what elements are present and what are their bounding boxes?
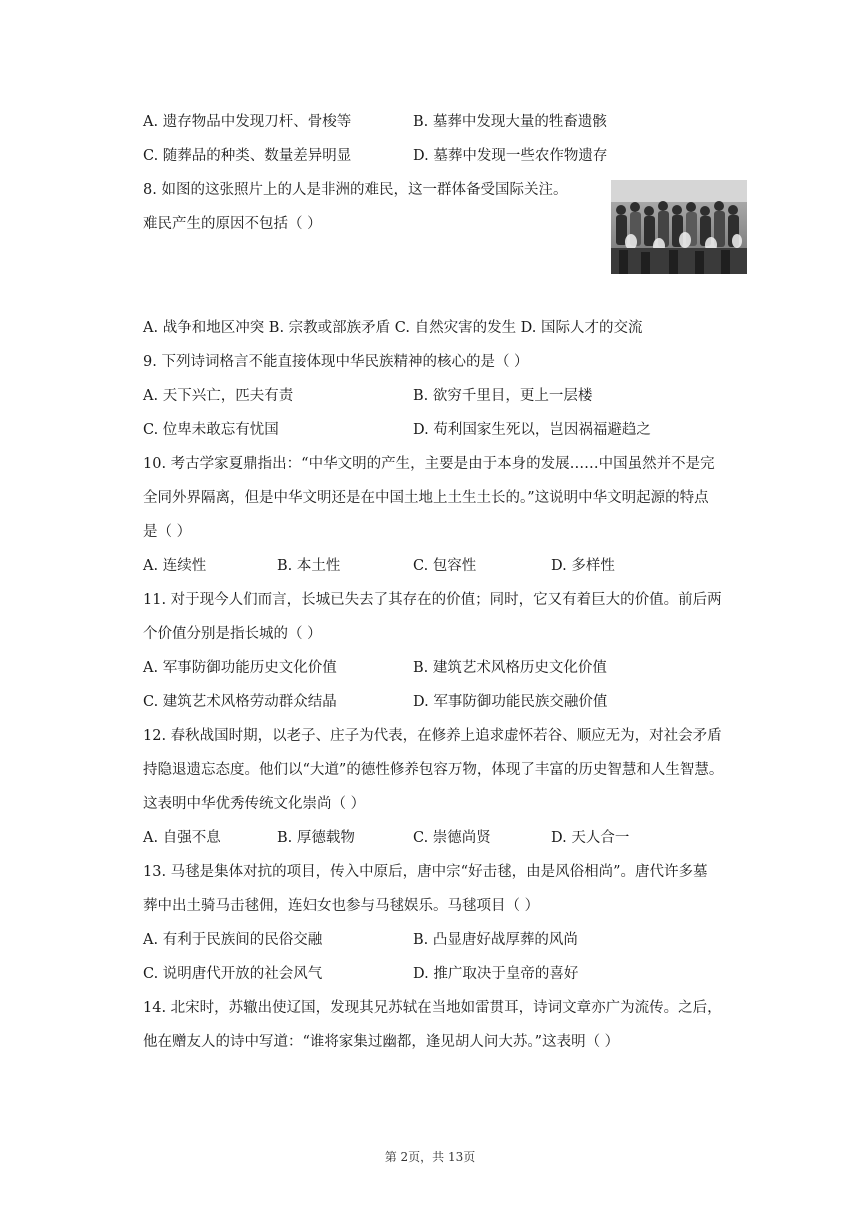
q7-option-b: B. 墓葬中发现大量的牲畜遗骸 [413,114,607,130]
q8-options: A. 战争和地区冲突 B. 宗教或部族矛盾 C. 自然灾害的发生 D. 国际人才的交流 [143,320,643,336]
q12-option-a: A. 自强不息 [143,830,221,846]
q12-option-b: B. 厚德载物 [277,830,355,846]
q10-stem-line-1: 10. 考古学家夏鼎指出：“中华文明的产生，主要是由于本身的发展……中国虽然并不是完 [143,456,715,472]
q13-option-c: C. 说明唐代开放的社会风气 [143,966,323,982]
q9-option-d: D. 苟利国家生死以，岂因祸福避趋之 [413,422,651,438]
q9-option-c: C. 位卑未敢忘有忧国 [143,422,279,438]
q8-stem-line-1: 8. 如图的这张照片上的人是非洲的难民，这一群体备受国际关注。 [143,182,568,198]
page-number-footer: 第 2页，共 13页 [384,1150,476,1164]
q8-stem-line-2: 难民产生的原因不包括（ ） [143,216,322,232]
q12-option-d: D. 天人合一 [551,830,630,846]
q10-stem-line-3: 是（ ） [143,524,192,540]
q12-option-c: C. 崇德尚贤 [413,830,491,846]
q12-stem-line-2: 持隐退遗忘态度。他们以“大道”的德性修养包容万物，体现了丰富的历史智慧和人生智慧。 [143,762,724,778]
q12-stem-line-3: 这表明中华优秀传统文化崇尚（ ） [143,796,366,812]
q11-option-d: D. 军事防御功能民族交融价值 [413,694,608,710]
q10-option-b: B. 本土性 [277,558,341,574]
q10-stem-line-2: 全同外界隔离，但是中华文明还是在中国土地上土生土长的。”这说明中华文明起源的特点 [143,490,709,506]
q9-option-a: A. 天下兴亡，匹夫有责 [143,388,294,404]
q13-option-d: D. 推广取决于皇帝的喜好 [413,966,579,982]
q11-option-b: B. 建筑艺术风格历史文化价值 [413,660,607,676]
q13-option-b: B. 凸显唐好战厚葬的风尚 [413,932,578,948]
q13-stem-line-2: 葬中出土骑马击毬佣，连妇女也参与马毬娱乐。马毬项目（ ） [143,898,540,914]
q11-stem-line-2: 个价值分别是指长城的（ ） [143,626,322,642]
q11-option-a: A. 军事防御功能历史文化价值 [143,660,337,676]
q11-stem-line-1: 11. 对于现今人们而言，长城已失去了其存在的价值；同时，它又有着巨大的价值。前后两 [143,592,722,608]
q14-stem-line-2: 他在赠友人的诗中写道：“谁将家集过幽都，逢见胡人问大苏。”这表明（ ） [143,1034,620,1050]
q10-option-c: C. 包容性 [413,558,477,574]
q7-option-a: A. 遗存物品中发现刀杆、骨梭等 [143,114,352,130]
q10-option-a: A. 连续性 [143,558,207,574]
q13-option-a: A. 有利于民族间的民俗交融 [143,932,323,948]
q9-option-b: B. 欲穷千里目，更上一层楼 [413,388,593,404]
q14-stem-line-1: 14. 北宋时，苏辙出使辽国，发现其兄苏轼在当地如雷贯耳，诗词文章亦广为流传。之后， [143,1000,722,1016]
q7-option-d: D. 墓葬中发现一些农作物遗存 [413,148,608,164]
q9-stem: 9. 下列诗词格言不能直接体现中华民族精神的核心的是（ ） [143,354,529,370]
q10-option-d: D. 多样性 [551,558,615,574]
refugee-crowd-photo [611,180,747,274]
q13-stem-line-1: 13. 马毬是集体对抗的项目，传入中原后，唐中宗“好击毬，由是风俗相尚”。唐代许多墓 [143,864,708,880]
q12-stem-line-1: 12. 春秋战国时期，以老子、庄子为代表，在修养上追求虚怀若谷、顺应无为，对社会矛盾 [143,728,722,744]
q11-option-c: C. 建筑艺术风格劳动群众结晶 [143,694,337,710]
q7-option-c: C. 随葬品的种类、数量差异明显 [143,148,352,164]
